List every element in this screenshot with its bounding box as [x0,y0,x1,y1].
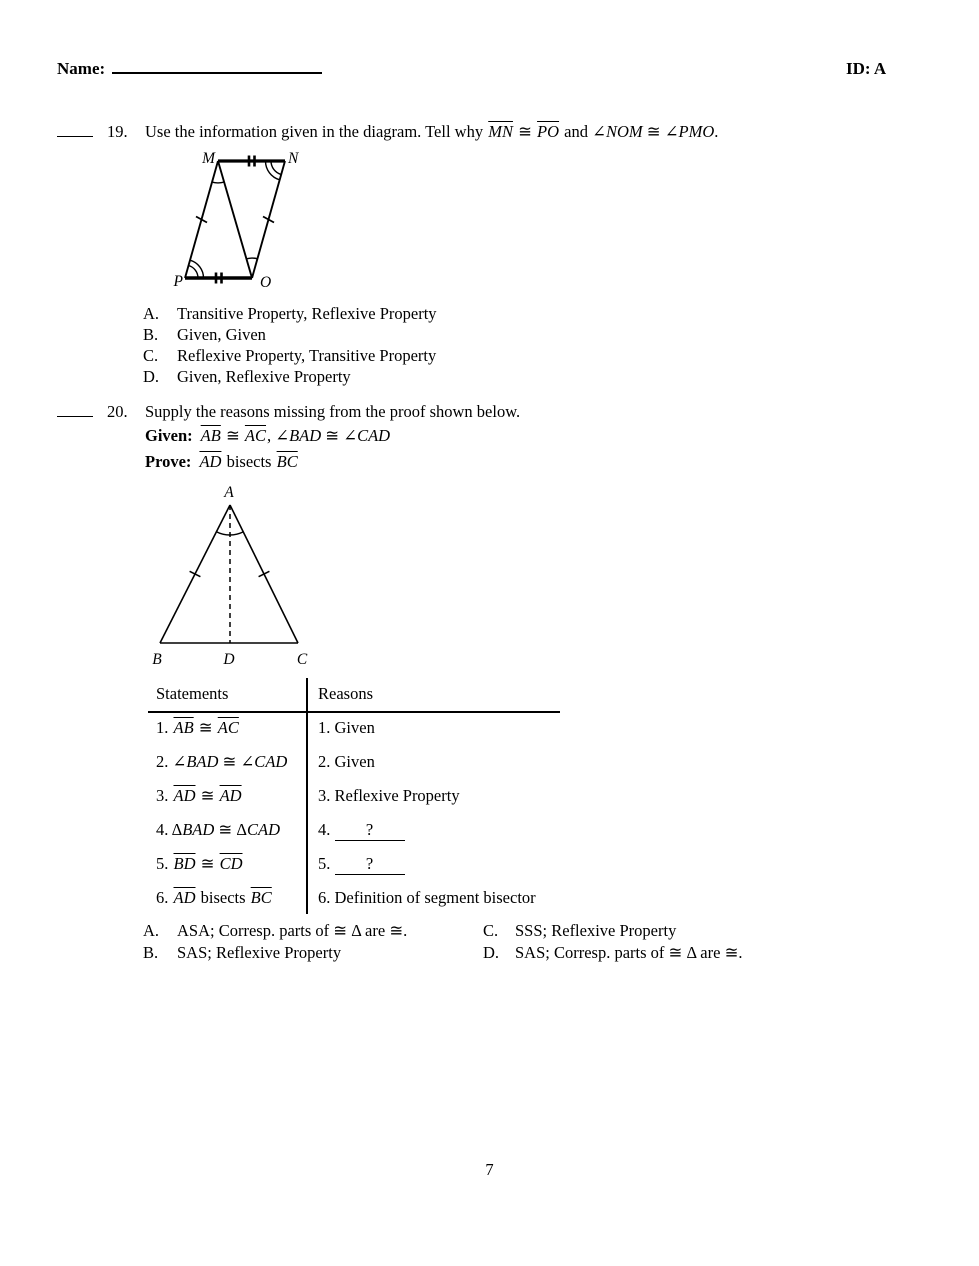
statement-4: 4. ΔBAD ≅ ΔCAD [156,820,280,839]
proof-table-grid [148,678,560,915]
name-label: Name: [57,59,106,78]
tick-AC [259,571,270,576]
statement-2: 2. ∠BAD ≅ ∠CAD [156,752,288,771]
reason-6: 6. Definition of segment bisector [318,888,536,907]
choice-19-C [143,345,437,366]
choice-letter: D. [143,367,160,386]
page-number: 7 [485,1160,494,1179]
choice-20-C [483,920,743,942]
statement-3: 3. $\overline{AD}$ ≅ $\overline{AD}$ [156,786,242,805]
choice-20-B [143,942,407,964]
choice-19-B [143,324,437,345]
vertex-label-B: B [152,651,162,668]
choice-20-A [143,920,407,942]
choice-text: Given, Reflexive Property [177,367,351,386]
answer-blank-q20 [57,405,93,417]
statement-6: 6. $\overline{AD}$ bisects $\overline{BC}$ [156,888,272,907]
choice-text: SAS; Corresp. parts of ≅ Δ are ≅. [515,942,743,962]
vertex-label-D: D [223,651,235,668]
triangle-diagram [145,480,315,672]
angle-arc-N-outer [265,161,279,180]
question-20-number: 20. [107,402,128,421]
choice-text: Given, Given [177,325,266,344]
reason-4: 4. ? [306,813,560,847]
question-20-prompt: Supply the reasons missing from the proof shown below. [145,402,521,421]
angle-arc-CAD [230,532,243,535]
vertex-label-O: O [260,274,272,291]
choice-letter: B. [143,325,159,344]
reason-1: 1. Given [318,718,375,737]
name-blank-line [112,60,322,74]
choice-20-D [483,942,743,964]
question-20-choices-left [143,920,407,963]
question-19-choices [143,303,437,387]
angle-arc-N-inner [271,161,281,175]
proof-table [148,678,560,916]
statements-header: Statements [156,684,229,703]
table-header-rule [148,711,560,713]
tick-AB [190,571,201,576]
reasons-header: Reasons [318,684,373,703]
table-column-divider [306,678,308,914]
vertex-label-N: N [288,150,299,167]
angle-arc-NOM [247,258,258,259]
given-statement: $\overline{AB}$ ≅ $\overline{AC}$, ∠BAD ≅ ∠CAD [200,426,391,445]
diagonal-MO [218,161,252,278]
given-line [145,426,390,446]
choice-text: Reflexive Property, Transitive Property [177,346,437,365]
reason-3: 3. Reflexive Property [318,786,460,805]
reason-5: 5. ? [306,847,560,881]
question-19-row [57,122,718,142]
choice-letter: A. [143,304,160,323]
statement-5: 5. $\overline{BD}$ ≅ $\overline{CD}$ [156,854,243,873]
statement-1: 1. $\overline{AB}$ ≅ $\overline{AC}$ [156,718,239,737]
question-19-prompt: Use the information given in the diagram. Tell why $\overline{MN}$ ≅ $\overline{PO}$ and ∠NOM ≅ ∠PMO. [145,122,719,141]
vertex-label-C: C [296,651,308,668]
choice-text: SSS; Reflexive Property [515,921,677,940]
vertex-label-A: A [224,484,234,501]
choice-19-D [143,366,437,387]
angle-arc-P-inner [189,266,199,279]
prove-line [145,452,299,472]
question-20-row [57,402,520,422]
choice-text: ASA; Corresp. parts of ≅ Δ are ≅. [177,921,408,940]
prove-statement: $\overline{AD}$ bisects $\overline{BC}$ [199,452,298,471]
choice-text: SAS; Reflexive Property [177,942,342,962]
choice-19-A [143,303,437,324]
choice-text: Transitive Property, Reflexive Property [177,304,437,323]
choice-letter: D. [483,942,500,962]
given-label: Given: [145,426,193,445]
question-19-number: 19. [107,122,128,141]
choice-letter: C. [143,346,159,365]
vertex-label-P: P [173,273,183,290]
reason-2: 2. Given [318,752,375,771]
angle-arc-BAD [216,532,230,535]
prove-label: Prove: [145,452,192,471]
id-label: ID: A [846,59,887,78]
choice-letter: B. [143,942,159,962]
answer-blank-q19 [57,125,93,137]
question-20-choices-right [483,920,743,963]
choice-letter: A. [143,921,160,940]
angle-arc-PMO [212,182,224,183]
choice-letter: C. [483,921,499,940]
angle-arc-P-outer [190,260,204,278]
vertex-label-M: M [202,150,215,167]
quadrilateral-diagram [170,146,320,296]
name-field-row [57,59,322,79]
